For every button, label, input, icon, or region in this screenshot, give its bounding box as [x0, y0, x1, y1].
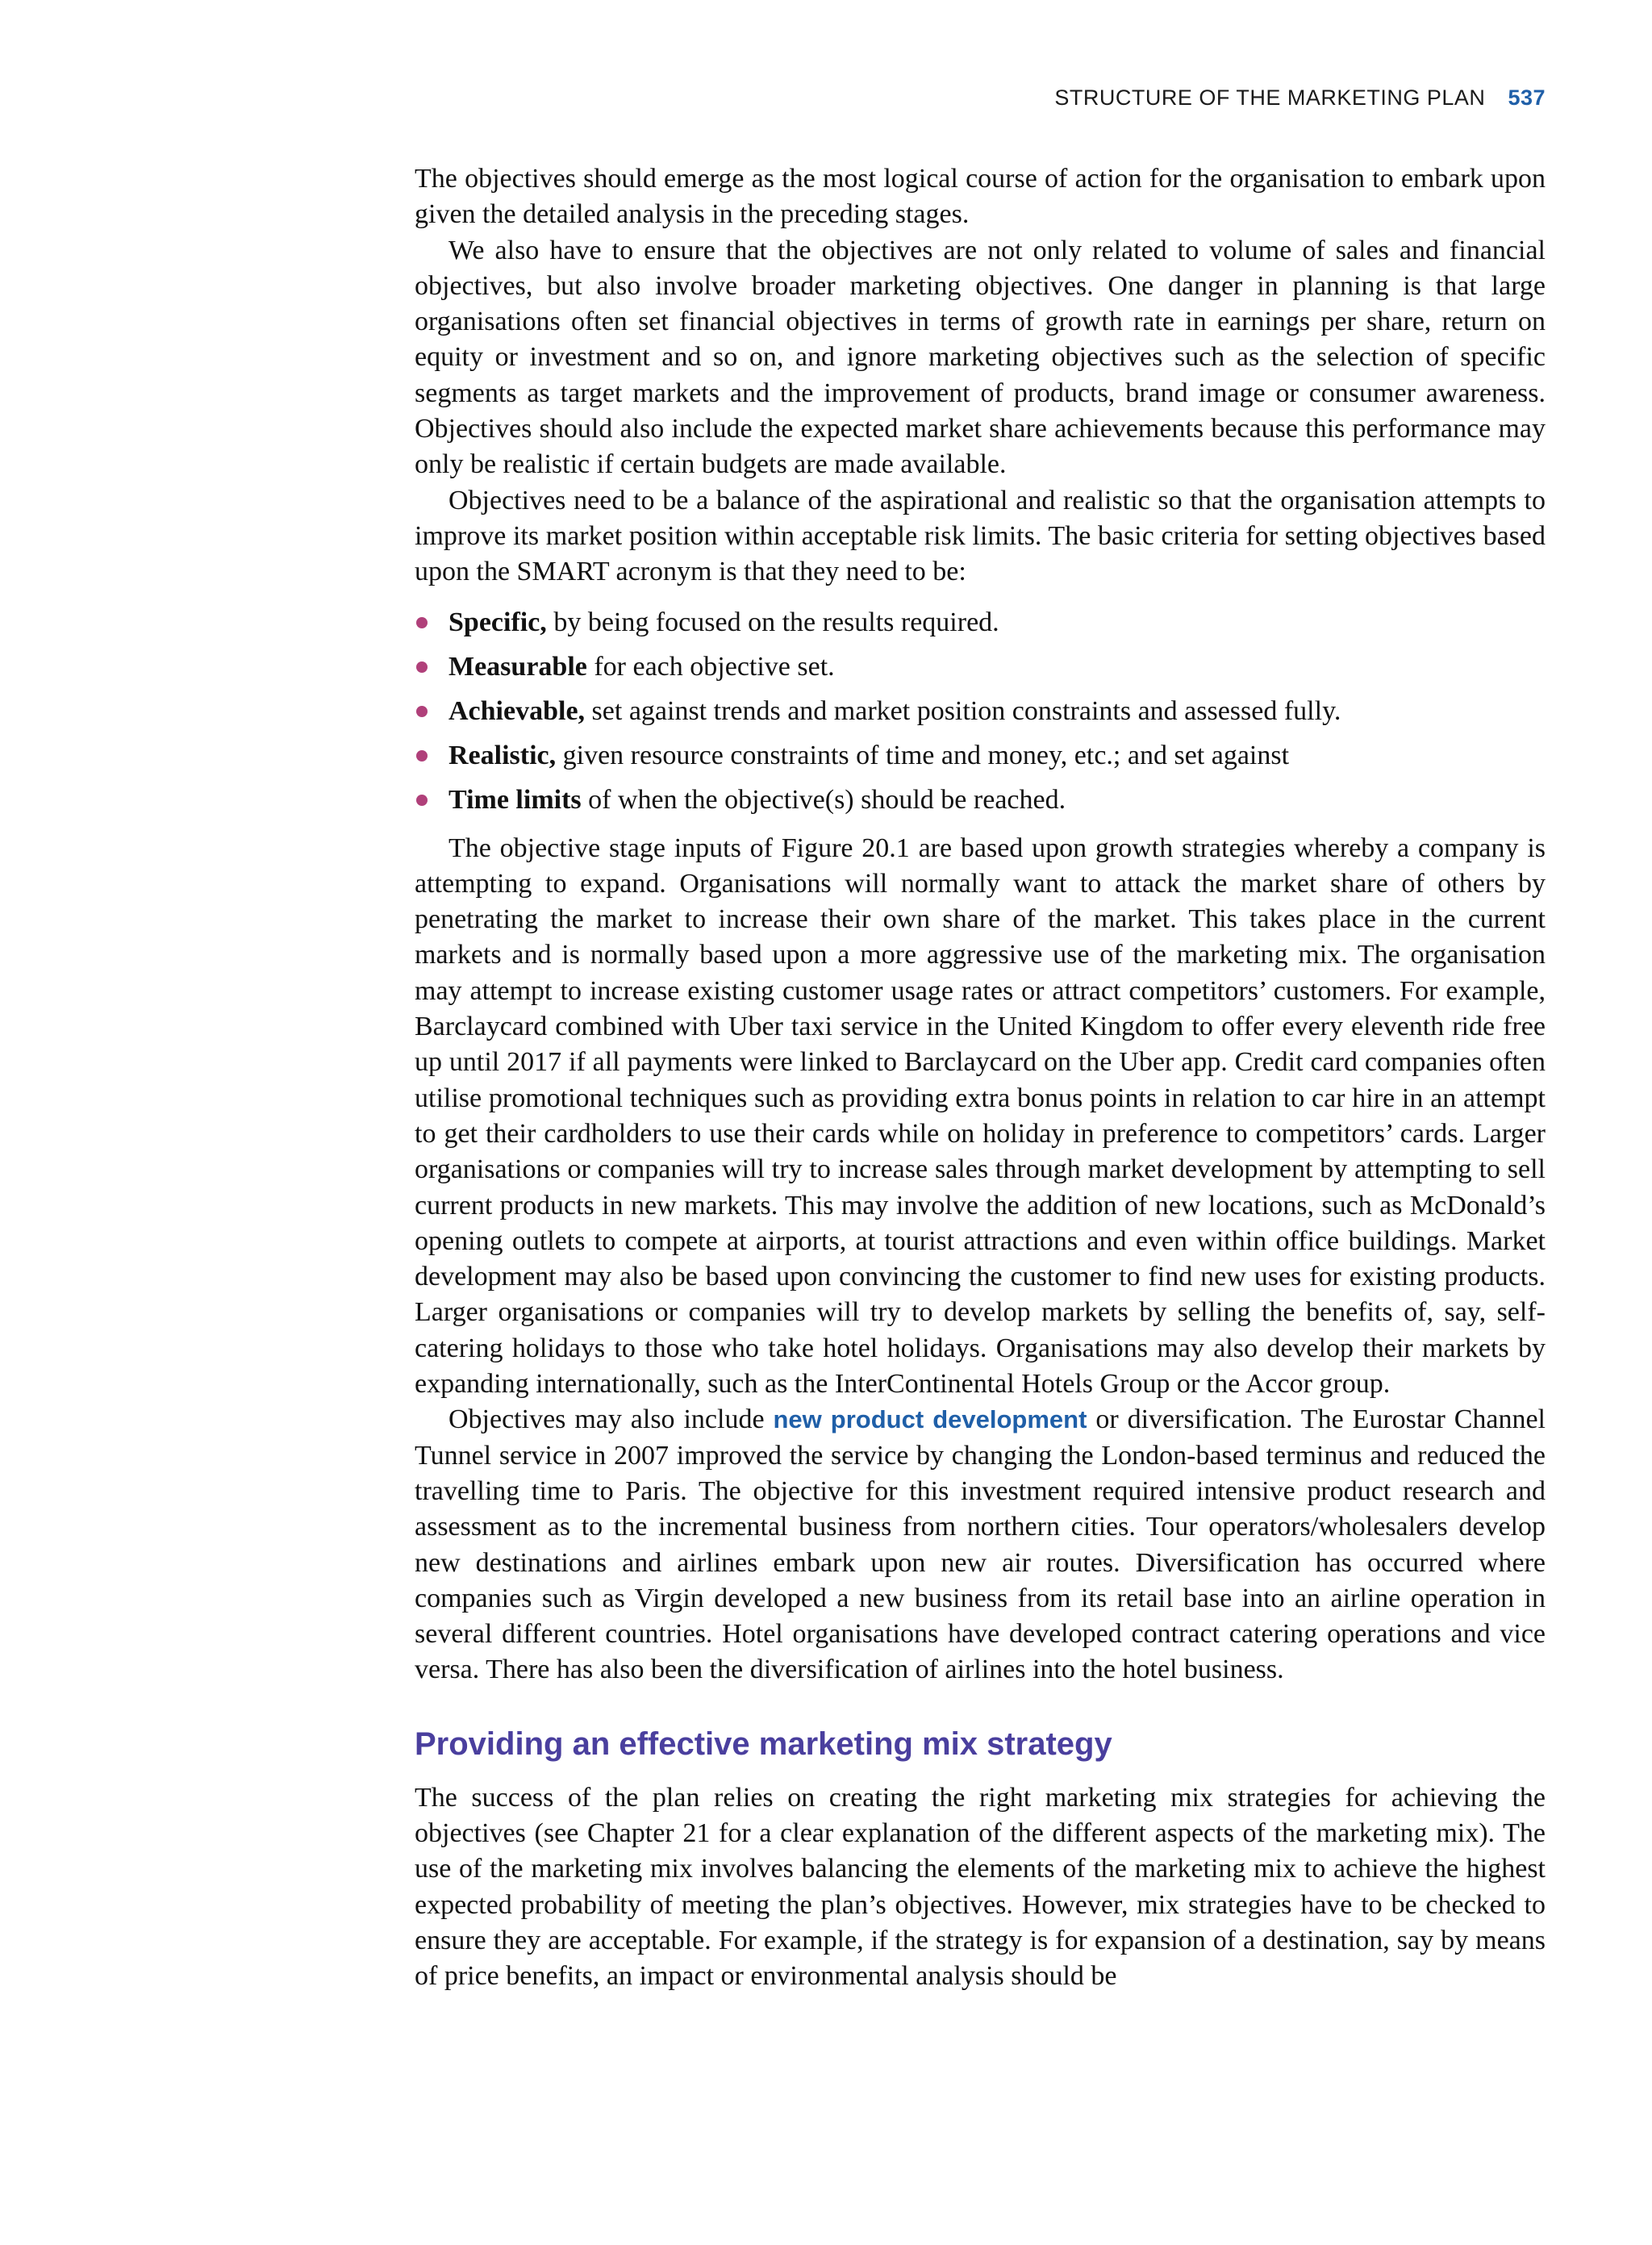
- list-item-term: Measurable: [448, 651, 587, 682]
- list-item-term: Specific,: [448, 607, 547, 637]
- running-title: STRUCTURE OF THE MARKETING PLAN: [1054, 86, 1486, 110]
- list-item-term: Time limits: [448, 784, 582, 815]
- paragraph-3: Objectives need to be a balance of the aspirational and realistic so that the organisation attempts to improve its market position within acceptable risk limits. The basic criteria for setting objectives based upon the SMART acronym is that they need to be:: [415, 485, 1546, 587]
- list-item: [415, 649, 1546, 685]
- paragraph-5: [415, 1402, 1546, 1688]
- list-item-text: set against trends and market position constraints and assessed fully.: [585, 695, 1341, 726]
- list-item-term: Realistic,: [448, 740, 557, 770]
- section-heading: Providing an effective marketing mix strategy: [415, 1725, 1112, 1762]
- list-item-text: for each objective set.: [586, 651, 835, 682]
- key-term: new product development: [773, 1405, 1087, 1434]
- paragraph-4: The objective stage inputs of Figure 20.1 are based upon growth strategies whereby a company is attempting to expand. Organisations will normally want to attack the market share of others by penetrating the market to increase their own share of the market. This takes place in the current markets and is normally based upon a more aggressive use of the marketing mix. The organisation may attempt to increase existing customer usage rates or attract competitors’ customers. For example, Barclaycard combined with Uber taxi service in the United Kingdom to offer every eleventh ride free up until 2017 if all payments were linked to Barclaycard on the Uber app. Credit card companies often utilise promotional techniques such as providing extra bonus points in relation to car hire in an attempt to get their cardholders to use their cards while on holiday in preference to competitors’ cards. Larger organisations or companies will try to increase sales through market development by attempting to sell current products in new markets. This may involve the addition of new locations, such as McDonald’s opening outlets to compete at airports, at tourist attractions and even within office buildings. Market development may also be based upon convincing the customer to find new uses for existing products. Larger organisations or companies will try to develop markets by selling the benefits of, say, self-catering holidays to those who take hotel holidays. Organisations may also develop their markets by expanding internationally, such as the InterContinental Hotels Group or the Accor group.: [415, 832, 1546, 1400]
- bullet-dot-icon: [416, 617, 428, 628]
- running-header: [887, 86, 1546, 111]
- page-number: 537: [1508, 86, 1546, 110]
- paragraph-1: The objectives should emerge as the most logical course of action for the organisation to embark upon given the detailed analysis in the preceding stages.: [415, 164, 1546, 230]
- smart-criteria-list: [415, 605, 1546, 818]
- list-item-term: Achievable,: [448, 695, 586, 726]
- paragraph-2: We also have to ensure that the objectives are not only related to volume of sales and financial objectives, but also involve broader marketing objectives. One danger in planning is that large organisations often set financial objectives in terms of growth rate in earnings per share, return on equity or investment and so on, and ignore marketing objectives such as the selection of specific segments as target markets and the improvement of products, brand image or consumer awareness. Objectives should also include the expected market share achievements because this performance may only be realistic if certain budgets are made available.: [415, 235, 1546, 480]
- list-item-text: given resource constraints of time and money, etc.; and set against: [556, 740, 1290, 770]
- paragraph-5-rest: or diversification. The Eurostar Channel Tunnel service in 2007 improved the service by changing the London-based terminus and reduced the travelling time to Paris. The objective for this investment required intensive product research and assessment as to the incremental business from northern cities. Tour operators/wholesalers develop new destinations and airlines embark upon new air routes. Diversification has occurred where companies such as Virgin developed a new business from its retail base into an airline operation in several different countries. Hotel organisations have developed contract catering operations and vice versa. There has also been the diversification of airlines into the hotel business.: [415, 1404, 1546, 1685]
- list-item-text: by being focused on the results required.: [546, 607, 999, 637]
- bullet-dot-icon: [416, 795, 428, 806]
- bullet-dot-icon: [416, 706, 428, 717]
- bullet-dot-icon: [416, 750, 428, 762]
- list-item: [415, 694, 1546, 729]
- list-item: [415, 782, 1546, 818]
- list-item: [415, 605, 1546, 641]
- list-item-text: of when the objective(s) should be reached.: [581, 784, 1066, 815]
- paragraph-5-lead: Objectives may also include: [448, 1404, 774, 1435]
- paragraph-6: The success of the plan relies on creating the right marketing mix strategies for achieving the objectives (see Chapter 21 for a clear explanation of the different aspects of the marketing mix). The use of the marketing mix involves balancing the elements of the marketing mix to achieve the highest expected probability of meeting the plan’s objectives. However, mix strategies have to be checked to ensure they are acceptable. For example, if the strategy is for expansion of a destination, say by means of price benefits, an impact or environmental analysis should be: [415, 1782, 1546, 1992]
- body-text: [415, 161, 1546, 1994]
- list-item: [415, 738, 1546, 774]
- bullet-dot-icon: [416, 661, 428, 673]
